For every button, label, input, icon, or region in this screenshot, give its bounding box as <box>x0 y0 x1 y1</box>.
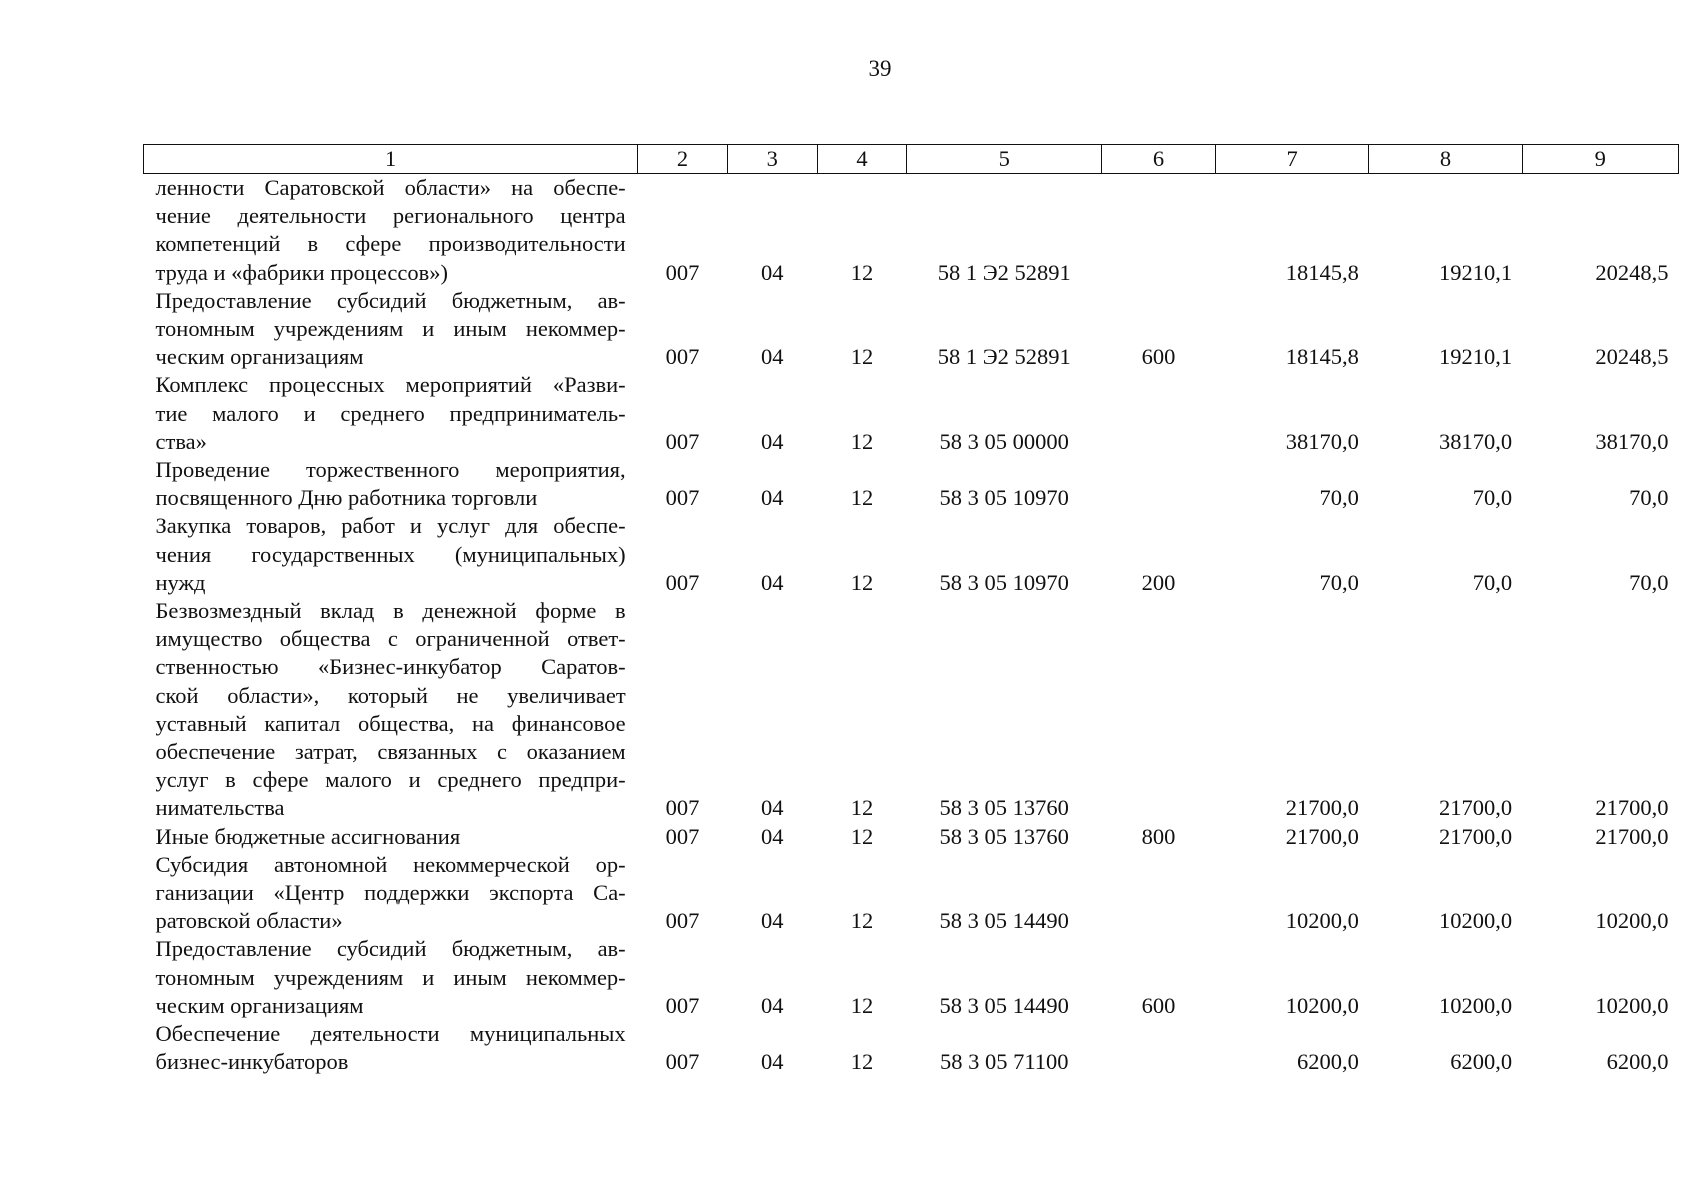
description-cell <box>144 597 638 823</box>
description-cell <box>144 287 638 372</box>
description-cell <box>144 823 638 851</box>
description-line: посвященного Дню работника торговли <box>155 485 538 511</box>
ministry-code-cell: 007 <box>665 428 700 454</box>
description-line: Обеспечение деятельности муниципальных <box>155 1021 626 1047</box>
amount-year3-cell: 70,0 <box>1629 569 1669 595</box>
amount-year2-cell: 70,0 <box>1472 569 1513 595</box>
description-line: ственностью «Бизнес-инкубатор Саратов- <box>155 654 626 680</box>
description-line: чения государственных (муниципальных) <box>155 541 626 567</box>
description-line: ской области», который не увеличивает <box>155 682 626 708</box>
column-header-5: 5 <box>907 145 1102 174</box>
description-cell <box>144 512 638 597</box>
budget-table <box>143 144 1679 1077</box>
table-row <box>144 174 1679 287</box>
description-line: компетенций в сфере производительности <box>155 231 626 257</box>
expense-type-cell <box>1102 1020 1216 1076</box>
amount-year2-cell: 10200,0 <box>1438 992 1513 1018</box>
description-line: тономным учреждениям и иным некоммер- <box>155 964 626 990</box>
section-cell: 04 <box>761 1049 784 1075</box>
description-line: ческим организациям <box>155 992 364 1018</box>
description-line: ратовской области» <box>155 908 343 934</box>
column-header-4: 4 <box>817 145 907 174</box>
table-body <box>144 174 1679 1077</box>
section-cell: 04 <box>761 428 784 454</box>
column-header-8: 8 <box>1369 145 1522 174</box>
amount-year1-cell: 21700,0 <box>1285 795 1359 821</box>
amount-year1-cell: 10200,0 <box>1285 908 1359 934</box>
table-row <box>144 1020 1679 1076</box>
amount-year1-cell: 70,0 <box>1319 485 1359 511</box>
amount-year3-cell: 6200,0 <box>1606 1049 1669 1075</box>
table-row <box>144 287 1679 372</box>
ministry-code-cell: 007 <box>665 795 700 821</box>
subsection-cell: 12 <box>850 259 874 285</box>
description-line: ленности Саратовской области» на обеспе- <box>155 175 626 200</box>
description-line: Иные бюджетные ассигнования <box>155 823 461 849</box>
column-header-3: 3 <box>727 145 817 174</box>
subsection-cell: 12 <box>850 795 874 821</box>
description-line: Проведение торжественного мероприятия, <box>155 457 626 483</box>
target-article-cell: 58 3 05 13760 <box>939 823 1069 849</box>
expense-type-cell <box>1102 174 1216 287</box>
expense-type-cell <box>1102 456 1216 512</box>
description-line: Предоставление субсидий бюджетным, ав- <box>155 936 626 962</box>
amount-year2-cell: 21700,0 <box>1438 795 1513 821</box>
ministry-code-cell: 007 <box>665 1049 700 1075</box>
amount-year3-cell: 20248,5 <box>1595 259 1669 285</box>
amount-year2-cell: 70,0 <box>1472 485 1513 511</box>
description-line: обеспечение затрат, связанных с оказанием <box>155 739 626 765</box>
column-header-1: 1 <box>144 145 638 174</box>
target-article-cell: 58 3 05 71100 <box>939 1049 1069 1075</box>
amount-year2-cell: 10200,0 <box>1438 908 1513 934</box>
amount-year1-cell: 10200,0 <box>1285 992 1359 1018</box>
description-line: Субсидия автономной некоммерческой ор- <box>155 851 626 877</box>
page-number: 39 <box>868 56 892 81</box>
target-article-cell: 58 3 05 13760 <box>939 795 1069 821</box>
subsection-cell: 12 <box>850 992 874 1018</box>
description-line: ства» <box>155 428 207 454</box>
target-article-cell: 58 3 05 00000 <box>939 428 1069 454</box>
amount-year3-cell: 10200,0 <box>1595 992 1669 1018</box>
subsection-cell: 12 <box>850 823 874 849</box>
section-cell: 04 <box>761 569 784 595</box>
description-line: тономным учреждениям и иным некоммер- <box>155 316 626 342</box>
amount-year1-cell: 18145,8 <box>1285 344 1359 370</box>
target-article-cell: 58 3 05 14490 <box>939 908 1069 934</box>
section-cell: 04 <box>761 823 784 849</box>
amount-year2-cell: 21700,0 <box>1438 823 1513 849</box>
table-row <box>144 512 1679 597</box>
section-cell: 04 <box>761 344 784 370</box>
ministry-code-cell: 007 <box>665 569 700 595</box>
section-cell: 04 <box>761 259 784 285</box>
expense-type-cell <box>1102 851 1216 936</box>
table-row <box>144 371 1679 456</box>
description-line: бизнес-инкубаторов <box>155 1049 349 1075</box>
table-row <box>144 935 1679 1020</box>
amount-year1-cell: 70,0 <box>1319 569 1359 595</box>
amount-year1-cell: 18145,8 <box>1285 259 1359 285</box>
description-line: нужд <box>155 569 206 595</box>
amount-year3-cell: 21700,0 <box>1595 823 1669 849</box>
target-article-cell: 58 3 05 10970 <box>939 569 1069 595</box>
amount-year1-cell: 6200,0 <box>1296 1049 1359 1075</box>
amount-year2-cell: 19210,1 <box>1438 344 1513 370</box>
amount-year3-cell: 20248,5 <box>1595 344 1669 370</box>
description-cell <box>144 1020 638 1076</box>
amount-year3-cell: 38170,0 <box>1595 428 1669 454</box>
expense-type-cell: 600 <box>1141 992 1176 1018</box>
table-row <box>144 597 1679 823</box>
subsection-cell: 12 <box>850 485 874 511</box>
amount-year2-cell: 19210,1 <box>1438 259 1513 285</box>
ministry-code-cell: 007 <box>665 908 700 934</box>
description-line: уставный капитал общества, на финансовое <box>155 710 626 736</box>
table-row <box>144 823 1679 851</box>
table-row <box>144 456 1679 512</box>
amount-year2-cell: 38170,0 <box>1438 428 1513 454</box>
ministry-code-cell: 007 <box>665 344 700 370</box>
column-header-6: 6 <box>1102 145 1216 174</box>
description-line: Безвозмездный вклад в денежной форме в <box>155 598 626 624</box>
description-line: чение деятельности регионального центра <box>155 203 626 229</box>
column-header-7: 7 <box>1216 145 1369 174</box>
amount-year1-cell: 38170,0 <box>1285 428 1359 454</box>
subsection-cell: 12 <box>850 569 874 595</box>
description-line: тие малого и среднего предприниматель- <box>155 400 626 426</box>
ministry-code-cell: 007 <box>665 823 700 849</box>
description-line: труда и «фабрики процессов») <box>155 259 448 285</box>
section-cell: 04 <box>761 485 784 511</box>
description-line: Комплекс процессных мероприятий «Разви- <box>155 372 626 398</box>
description-cell <box>144 371 638 456</box>
description-line: ганизации «Центр поддержки экспорта Са- <box>155 880 626 906</box>
expense-type-cell: 200 <box>1141 569 1176 595</box>
table-header-row <box>144 145 1679 174</box>
amount-year3-cell: 70,0 <box>1629 485 1669 511</box>
expense-type-cell: 600 <box>1141 344 1176 370</box>
ministry-code-cell: 007 <box>665 992 700 1018</box>
ministry-code-cell: 007 <box>665 485 700 511</box>
target-article-cell: 58 3 05 14490 <box>939 992 1069 1018</box>
subsection-cell: 12 <box>850 344 874 370</box>
expense-type-cell <box>1102 597 1216 823</box>
section-cell: 04 <box>761 908 784 934</box>
ministry-code-cell: 007 <box>665 259 700 285</box>
description-line: Закупка товаров, работ и услуг для обеспе- <box>155 513 626 539</box>
description-line: нимательства <box>155 795 285 821</box>
section-cell: 04 <box>761 795 784 821</box>
subsection-cell: 12 <box>850 908 874 934</box>
expense-type-cell <box>1102 371 1216 456</box>
subsection-cell: 12 <box>850 428 874 454</box>
column-header-9: 9 <box>1522 145 1678 174</box>
subsection-cell: 12 <box>850 1049 874 1075</box>
description-line: имущество общества с ограниченной ответ- <box>155 626 626 652</box>
description-line: ческим организациям <box>155 344 364 370</box>
section-cell: 04 <box>761 992 784 1018</box>
table-row <box>144 851 1679 936</box>
description-cell <box>144 456 638 512</box>
expense-type-cell: 800 <box>1141 823 1176 849</box>
amount-year2-cell: 6200,0 <box>1450 1049 1513 1075</box>
amount-year3-cell: 21700,0 <box>1595 795 1669 821</box>
target-article-cell: 58 1 Э2 52891 <box>937 344 1071 370</box>
amount-year3-cell: 10200,0 <box>1595 908 1669 934</box>
target-article-cell: 58 3 05 10970 <box>939 485 1069 511</box>
description-line: услуг в сфере малого и среднего предпри- <box>155 767 626 793</box>
column-header-2: 2 <box>638 145 728 174</box>
description-line: Предоставление субсидий бюджетным, ав- <box>155 287 626 313</box>
description-cell <box>144 174 638 287</box>
amount-year1-cell: 21700,0 <box>1285 823 1359 849</box>
description-cell <box>144 851 638 936</box>
target-article-cell: 58 1 Э2 52891 <box>937 259 1071 285</box>
description-cell <box>144 935 638 1020</box>
